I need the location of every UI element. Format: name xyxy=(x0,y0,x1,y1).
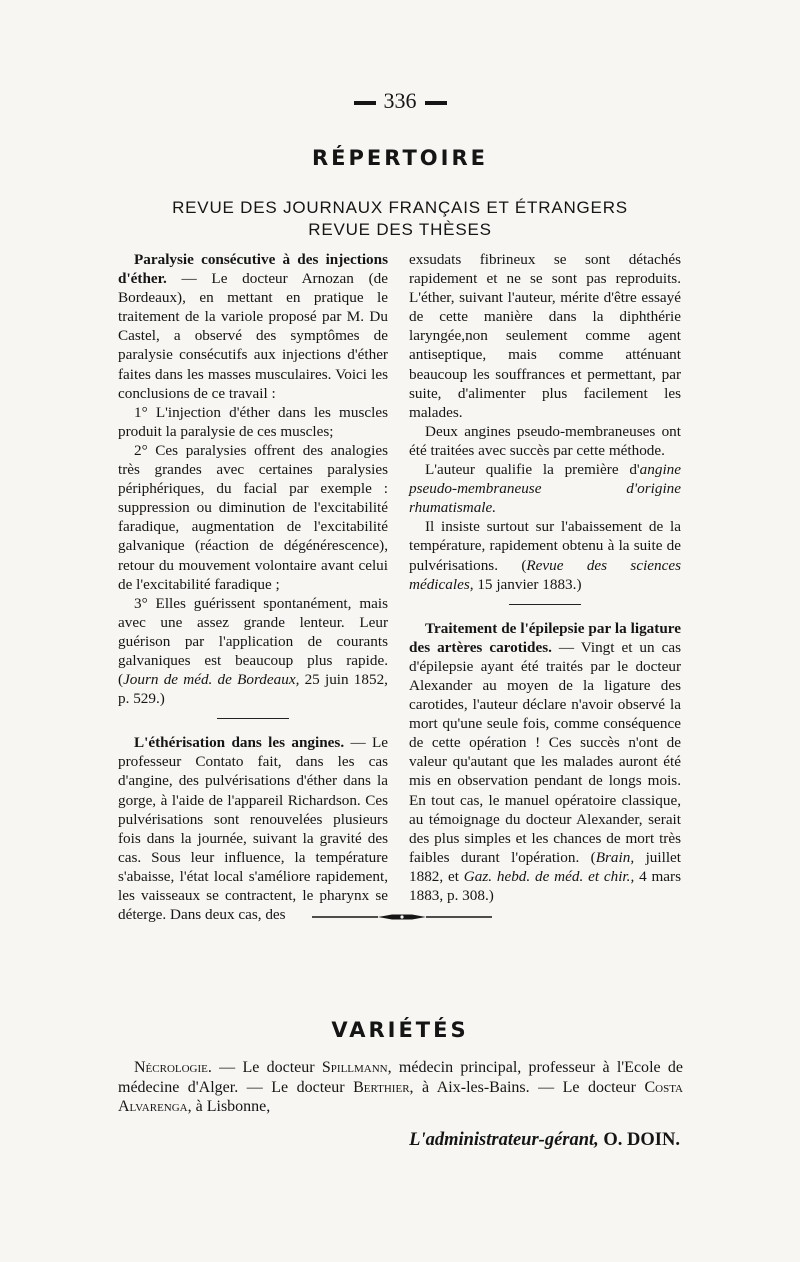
article-separator xyxy=(509,604,581,605)
left-column xyxy=(118,250,388,924)
article2-text-left: — Le professeur Contato fait, dans les cas d'angine, des pulvérisations d'éther dans la gorge, à l'aide de l'appareil Richardson. Ces pulvérisations sont renouvelées plusieurs fois dans la journée, suivant la gravité des cas. Sous leur influence, la température s'abaisse, l'état local s'améliore rapidement, les vaisseaux se contractent, le pharynx se déterge. Dans deux cas, des xyxy=(118,734,388,924)
necrology-label: Nécrologie. xyxy=(134,1059,212,1076)
signature-role: L'administrateur-gérant, xyxy=(409,1130,599,1150)
article2-para4-text: Il insiste surtout sur l'abaissement de la température, rapidement obtenu à la suite de pulvérisations. ( xyxy=(409,518,681,574)
signature-name: O. DOIN. xyxy=(598,1130,680,1150)
article2-para3-italic: angine pseudo-membraneuse d'origine rhumatismale. xyxy=(409,461,681,517)
necrology-text-3: , à Aix-les-Bains. — Le docteur xyxy=(409,1078,645,1096)
article3-source-mid: juillet 1882, et xyxy=(409,848,681,885)
necrology-text-1: — Le docteur xyxy=(211,1059,322,1076)
article2-para3 xyxy=(409,460,681,517)
article3-body xyxy=(409,619,681,905)
necrology-text-2: , médecin principal, professeur à l'Ecole de médecine d'Alger. — Le docteur xyxy=(118,1059,683,1096)
page-number-dash-right xyxy=(425,101,447,105)
article1-source-end: 25 juin 1852, p. 529.) xyxy=(118,671,388,708)
article1-title: Paralysie consécutive à des injections d'éther. xyxy=(118,251,388,288)
article1-point3 xyxy=(118,594,388,709)
article1-source: Journ de méd. de Bordeaux, xyxy=(123,671,300,689)
necrology-text-4: , à Lisbonne, xyxy=(187,1098,271,1115)
article3-source-end: 4 mars 1883, p. 308.) xyxy=(409,867,682,904)
subtitle-journals: REVUE DES JOURNAUX FRANÇAIS ET ÉTRANGERS xyxy=(172,198,628,217)
page-number-dash-left xyxy=(354,101,376,105)
article-separator xyxy=(217,718,289,719)
necrology-name-costa: Costa Alvarenga xyxy=(118,1078,683,1115)
article3-text: — Vingt et un cas d'épilepsie ayant été traités par le docteur Alexander au moyen de la ligature des carotides, l'auteur déclare n'avoir observé la mort qu'une seule fois, comme conséquence de cette opération ! Ces succès n'ont de valeur qu'autant que les malades auront été mis en observation pendant de longs mois. En tout cas, le manuel opératoire classique, au témoignage du docteur Alexander, serait des plus simples et les chances de mort très faibles durant l'opération. ( xyxy=(409,638,681,866)
article1-point3-text: 3° Elles guérissent spontanément, mais avec une assez grande lenteur. Leur guérison par l'application de courants galvaniques est beaucoup plus rapide. ( xyxy=(118,594,388,689)
necrology-text xyxy=(118,1058,683,1117)
article2-para2: Deux angines pseudo-membraneuses ont été traitées avec succès par cette méthode. xyxy=(409,422,681,459)
article1-intro-text: — Le docteur Arnozan (de Bordeaux), en mettant en pratique le traitement de la variole proposé par M. Du Castel, a observé des symptômes de paralysie consécutifs aux injections d'éther faites dans les masses musculaires. Voici les conclusions de ce travail : xyxy=(118,270,388,402)
article1-point2: 2° Ces paralysies offrent des analogies très grandes avec certaines paralysies périphériques, du facial par exemple : suppression ou diminution de l'excitabilité faradique, augmentation de l'excitabilité galvanique (réaction de dégénérescence), retour du mouvement volontaire avant celui de l'excitabilité faradique ; xyxy=(118,441,388,593)
article1-point1: 1° L'injection d'éther dans les muscles produit la paralysie de ces muscles; xyxy=(118,403,388,440)
article3-source-gazette: Gaz. hebd. de méd. et chir., xyxy=(463,867,635,885)
section-title: RÉPERTOIRE xyxy=(312,146,488,170)
article2-continued: exsudats fibrineux se sont détachés rapidement et ne se sont pas reproduits. L'éther, suivant l'auteur, mérite d'être essayé de cette manière dans la diphthérie laryngée,non seulement comme agent antiseptique, mais comme atténuant beaucoup les souffrances et permettant, par suite, d'alimenter plus facilement les malades. xyxy=(409,251,681,421)
right-column xyxy=(409,250,681,905)
article2-source: Revue des sciences médicales, xyxy=(409,556,682,593)
page-number xyxy=(0,88,800,114)
ornament-divider xyxy=(312,912,492,922)
page-number-text: 336 xyxy=(383,88,417,113)
necrology-name-spillmann: Spillmann xyxy=(321,1059,388,1076)
signature xyxy=(340,1130,680,1151)
subtitle-theses: REVUE DES THÈSES xyxy=(308,220,492,239)
necrology-block xyxy=(118,1058,683,1117)
varietes-title: VARIÉTÉS xyxy=(331,1018,469,1042)
necrology-name-berthier: Berthier xyxy=(353,1078,410,1096)
article3-source-brain: Brain, xyxy=(595,848,635,866)
article3-title: Traitement de l'épilepsie par la ligature des artères carotides. xyxy=(409,619,681,656)
article2-start xyxy=(118,733,388,924)
article2-para4 xyxy=(409,517,681,593)
article2-source-end: 15 janvier 1883.) xyxy=(473,575,582,593)
article2-title: L'éthérisation dans les angines. xyxy=(134,734,345,752)
article2-para3-text: L'auteur qualifie la première d' xyxy=(425,461,640,479)
article1-intro xyxy=(118,250,388,403)
